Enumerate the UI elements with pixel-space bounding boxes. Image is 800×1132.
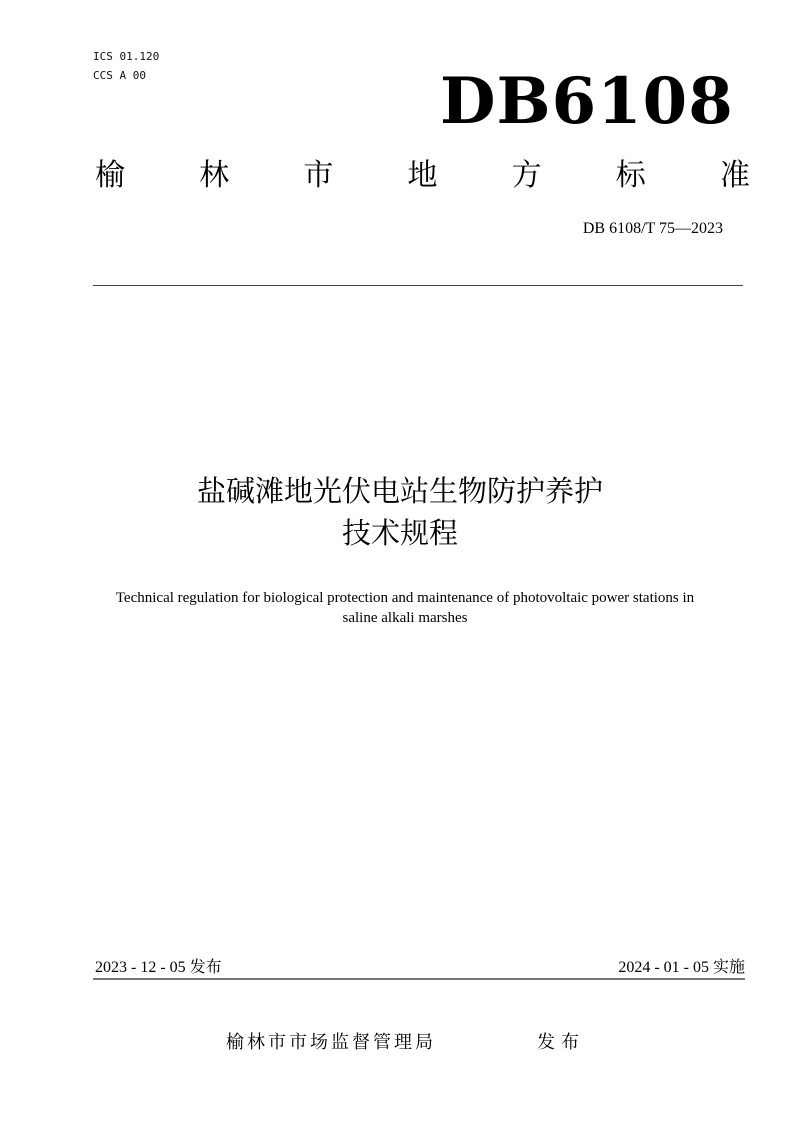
- implement-date: 2024 - 01 - 05 实施: [618, 959, 745, 976]
- dates-row: [95, 958, 745, 978]
- db-logo: DB6108: [440, 64, 734, 139]
- release-date: 2023 - 12 - 05 发布: [95, 959, 222, 976]
- standard-number: DB 6108/T 75—2023: [582, 220, 723, 237]
- bottom-divider: [93, 978, 745, 980]
- classification-codes: [93, 47, 159, 85]
- top-divider: [93, 285, 743, 286]
- issued-label: 发布: [537, 1032, 585, 1053]
- title-en-line2: saline alkali marshes: [342, 610, 468, 626]
- heading-char: 准: [719, 158, 750, 193]
- heading-char: 地: [407, 158, 438, 193]
- issuer-name: 榆林市市场监督管理局: [226, 1032, 436, 1053]
- title-en-line1: Technical regulation for biological protection and maintenance of photovoltaic power stations in: [115, 590, 695, 606]
- heading-char: 方: [511, 158, 542, 193]
- ccs-code: CCS A 00: [93, 69, 146, 82]
- title-cn-line2: 技术规程: [341, 516, 458, 550]
- heading-char: 市: [303, 158, 334, 193]
- local-standard-heading: [95, 156, 750, 196]
- heading-char: 榆: [95, 158, 125, 193]
- title-cn-line1: 盐碱滩地光伏电站生物防护养护: [196, 474, 603, 508]
- heading-char: 林: [199, 158, 230, 193]
- title-english: [80, 588, 730, 628]
- title-chinese: [100, 470, 700, 554]
- ics-code: ICS 01.120: [93, 50, 160, 63]
- heading-char: 标: [615, 158, 646, 193]
